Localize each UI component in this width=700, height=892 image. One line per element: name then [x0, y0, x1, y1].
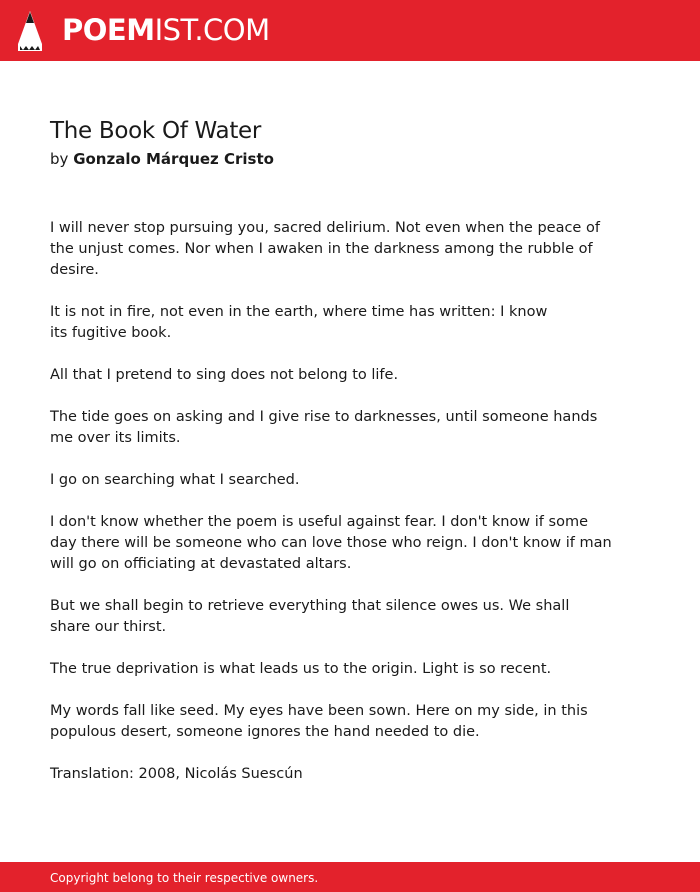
- poem-line: I go on searching what I searched.: [50, 472, 300, 488]
- logo-text-bold: POEM: [62, 13, 155, 47]
- poem-stanza: [50, 701, 650, 743]
- poem-line: share our thirst.: [50, 619, 167, 635]
- poem-line: desire.: [50, 262, 99, 278]
- site-logo[interactable]: [62, 11, 270, 49]
- poem-line: populous desert, someone ignores the hand needed to die.: [50, 724, 480, 740]
- poem-line: I don't know whether the poem is useful against fear. I don't know if some: [50, 514, 588, 530]
- poem-stanza: [50, 659, 650, 680]
- poem-line: me over its limits.: [50, 430, 181, 446]
- poem-line: The true deprivation is what leads us to the origin. Light is so recent.: [50, 661, 552, 677]
- poem-line: day there will be someone who can love those who reign. I don't know if man: [50, 535, 612, 551]
- poem-line: will go on officiating at devastated altars.: [50, 556, 352, 572]
- by-label: by: [50, 150, 69, 168]
- poem-stanza: [50, 218, 650, 281]
- poem-title: The Book Of Water: [50, 118, 262, 144]
- copyright-text: Copyright belong to their respective owners.: [50, 871, 319, 885]
- poem-line: All that I pretend to sing does not belong to life.: [50, 367, 399, 383]
- poem-line: I will never stop pursuing you, sacred delirium. Not even when the peace of: [50, 220, 600, 236]
- pencil-logo-icon[interactable]: [18, 11, 42, 51]
- poem-stanza: [50, 596, 650, 638]
- poem-stanza: [50, 512, 650, 575]
- poem-line: It is not in fire, not even in the earth, where time has written: I know: [50, 304, 548, 320]
- poem-stanza: [50, 470, 650, 491]
- poem-line: But we shall begin to retrieve everything that silence owes us. We shall: [50, 598, 570, 614]
- poem-line: Translation: 2008, Nicolás Suescún: [50, 766, 303, 782]
- poem-body: [50, 218, 650, 806]
- poem-stanza: [50, 302, 650, 344]
- poem-line: My words fall like seed. My eyes have been sown. Here on my side, in this: [50, 703, 588, 719]
- poem-stanza: [50, 764, 650, 785]
- author-name: Gonzalo Márquez Cristo: [73, 150, 274, 168]
- poem-stanza: [50, 365, 650, 386]
- poem-line: its fugitive book.: [50, 325, 172, 341]
- poem-line: The tide goes on asking and I give rise to darknesses, until someone hands: [50, 409, 598, 425]
- byline: [50, 148, 274, 170]
- poem-line: the unjust comes. Nor when I awaken in the darkness among the rubble of: [50, 241, 593, 257]
- logo-text-light: IST.COM: [154, 13, 270, 47]
- site-footer: [0, 862, 700, 892]
- poem-stanza: [50, 407, 650, 449]
- site-header: [0, 0, 700, 61]
